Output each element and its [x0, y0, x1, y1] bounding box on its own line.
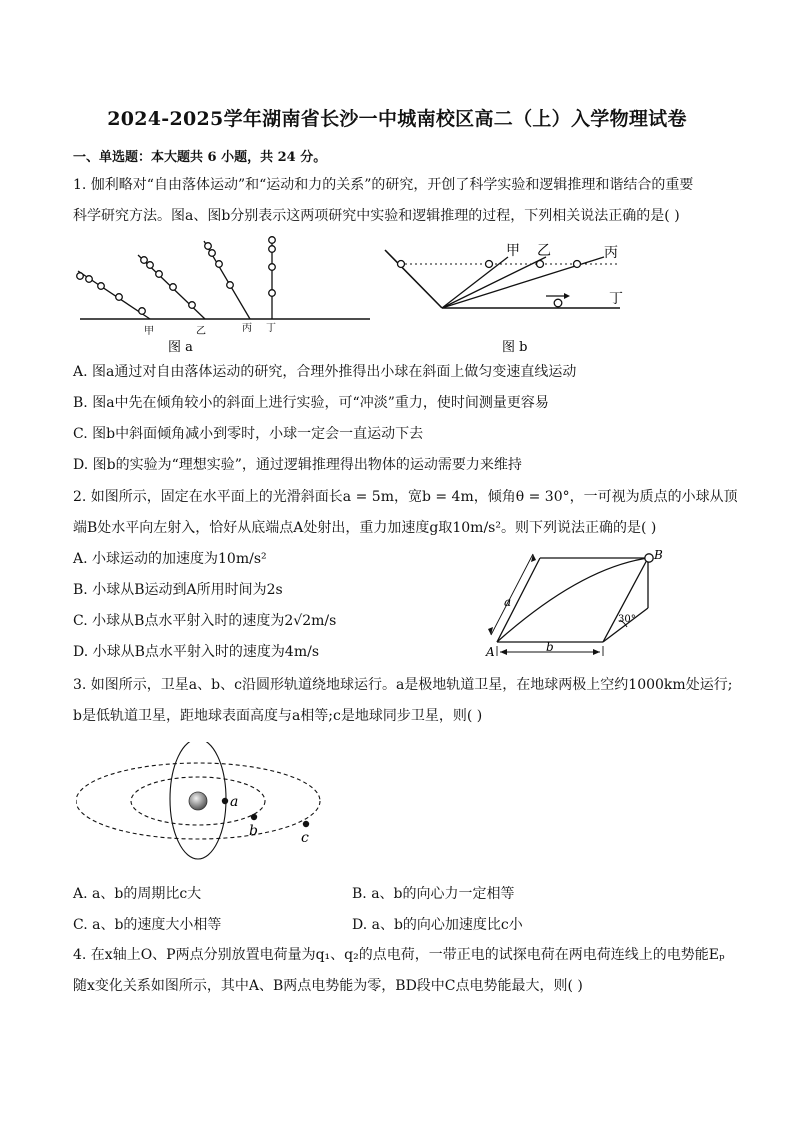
- fig-b-label-bing: 丙: [604, 245, 618, 261]
- q2-option-d[interactable]: D. 小球从B点水平射入时的速度为4m/s: [73, 644, 319, 660]
- q2-label-B: B: [654, 548, 663, 562]
- q3-stem-line2: b是低轨道卫星，距地球表面高度与a相等;c是地球同步卫星，则( ): [73, 708, 483, 724]
- fig-b-label-yi: 乙: [537, 243, 551, 259]
- q3-option-d[interactable]: D. a、b的向心加速度比c小: [352, 917, 523, 933]
- q4-stem-line1: 4. 在x轴上O、P两点分别放置电荷量为q₁、q₂的点电荷，一带正电的试探电荷在两电荷连线上的电势能Eₚ: [73, 947, 725, 963]
- q2-label-b: b: [546, 640, 554, 654]
- fig-b-caption: 图 b: [502, 340, 528, 355]
- fig-b-label-jia: 甲: [506, 243, 520, 259]
- q2-label-a: a: [504, 595, 512, 609]
- fig-b-label-ding: 丁: [609, 291, 623, 307]
- q3-label-c: c: [301, 830, 309, 846]
- fig-a-label-ding: 丁: [266, 323, 276, 334]
- section-heading: 一、单选题：本大题共 6 小题，共 24 分。: [73, 150, 327, 165]
- q2-label-angle: 30°: [618, 614, 636, 625]
- q1-stem-line2: 科学研究方法。图a、图b分别表示这两项研究中实验和逻辑推理的过程，下列相关说法正确的是( ): [73, 208, 680, 224]
- q3-orbit-figure: [76, 742, 336, 862]
- page-title: 2024-2025学年湖南省长沙一中城南校区高二（上）入学物理试卷: [107, 108, 687, 130]
- q3-label-b: b: [249, 823, 258, 839]
- q2-option-c[interactable]: C. 小球从B点水平射入时的速度为2√2m/s: [73, 613, 337, 629]
- q4-stem-line2: 随x变化关系如图所示，其中A、B两点电势能为零，BD段中C点电势能最大，则( ): [73, 978, 583, 994]
- q1-stem-line1: 1. 伽利略对“自由落体运动”和“运动和力的关系”的研究，开创了科学实验和逻辑推理和谐结合的重要: [73, 177, 694, 193]
- q3-stem-line1: 3. 如图所示，卫星a、b、c沿圆形轨道绕地球运行。a是极地轨道卫星，在地球两极上空约1000km处运行;: [73, 677, 733, 693]
- q1-figure-a: [70, 233, 380, 358]
- q1-option-d[interactable]: D. 图b的实验为“理想实验”，通过逻辑推理得出物体的运动需要力来维持: [73, 457, 522, 473]
- q2-label-A: A: [486, 645, 495, 659]
- q3-option-a[interactable]: A. a、b的周期比c大: [73, 886, 202, 902]
- fig-a-label-yi: 乙: [196, 326, 206, 337]
- q2-stem-line1: 2. 如图所示，固定在水平面上的光滑斜面长a = 5m，宽b = 4m，倾角θ = 30°，一可视为质点的小球从顶: [73, 489, 738, 505]
- q2-option-b[interactable]: B. 小球从B运动到A所用时间为2s: [73, 582, 283, 598]
- q2-option-a[interactable]: A. 小球运动的加速度为10m/s²: [73, 551, 267, 567]
- q1-figure-b: [380, 233, 630, 358]
- fig-a-caption: 图 a: [168, 340, 193, 355]
- fig-a-label-jia: 甲: [144, 326, 154, 337]
- fig-a-label-bing: 丙: [242, 323, 252, 334]
- q1-option-a[interactable]: A. 图a通过对自由落体运动的研究，合理外推得出小球在斜面上做匀变速直线运动: [73, 364, 577, 380]
- q1-option-b[interactable]: B. 图a中先在倾角较小的斜面上进行实验，可“冲淡”重力，使时间测量更容易: [73, 395, 549, 411]
- q2-stem-line2: 端B处水平向左射入，恰好从底端点A处射出，重力加速度g取10m/s²。则下列说法正确的是( ): [73, 520, 657, 536]
- q3-option-b[interactable]: B. a、b的向心力一定相等: [352, 886, 515, 902]
- q3-label-a: a: [230, 794, 239, 810]
- q3-option-c[interactable]: C. a、b的速度大小相等: [73, 917, 222, 933]
- q2-incline-figure: [480, 548, 680, 663]
- q1-option-c[interactable]: C. 图b中斜面倾角减小到零时，小球一定会一直运动下去: [73, 426, 424, 442]
